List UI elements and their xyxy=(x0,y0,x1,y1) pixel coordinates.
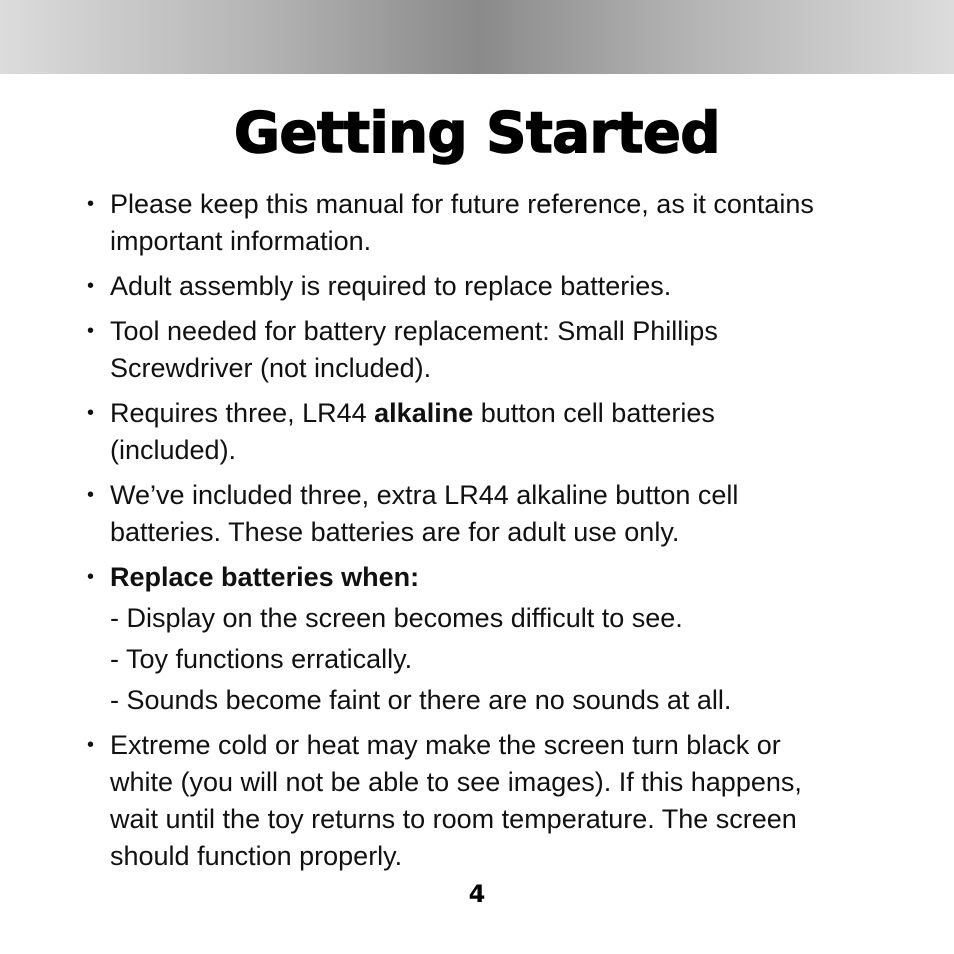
list-item-text-post: button cell batteries (included). xyxy=(110,398,715,465)
list-item xyxy=(85,313,845,387)
list-item-text: Please keep this manual for future reference, as it contains important information. xyxy=(110,189,814,256)
header-gradient-band xyxy=(0,0,954,74)
list-item xyxy=(85,477,845,551)
instruction-list xyxy=(85,186,845,883)
list-item-text: Adult assembly is required to replace batteries. xyxy=(110,271,672,301)
list-item-text: We’ve included three, extra LR44 alkaline button cell batteries. These batteries are for adult use only. xyxy=(110,480,739,547)
sub-item: - Display on the screen becomes difficult to see. xyxy=(110,603,683,633)
page-title: Getting Started xyxy=(234,101,720,166)
bullet-icon: • xyxy=(87,193,95,215)
list-item-text: Extreme cold or heat may make the screen turn black or white (you will not be able to see images). If this happens, wait until the toy returns to room temperature. The screen should function properly. xyxy=(110,730,802,871)
list-item xyxy=(85,395,845,469)
bullet-icon: • xyxy=(87,734,95,756)
page-number: 4 xyxy=(468,880,486,908)
bullet-icon: • xyxy=(87,484,95,506)
sub-item: - Sounds become faint or there are no sounds at all. xyxy=(110,685,732,715)
replace-batteries-heading: Replace batteries when: xyxy=(110,562,420,592)
bullet-icon: • xyxy=(87,275,95,297)
list-item xyxy=(85,727,845,875)
emphasis-alkaline: alkaline xyxy=(374,398,474,428)
list-item xyxy=(85,186,845,260)
list-item-text-pre: Requires three, LR44 xyxy=(110,398,375,428)
list-item-replace-batteries xyxy=(85,559,845,719)
list-item-text: Tool needed for battery replacement: Small Phillips Screwdriver (not included). xyxy=(110,316,718,383)
sub-item: - Toy functions erratically. xyxy=(110,644,413,674)
bullet-icon: • xyxy=(87,402,95,424)
bullet-icon: • xyxy=(87,566,95,588)
bullet-icon: • xyxy=(87,320,95,342)
list-item xyxy=(85,268,845,305)
